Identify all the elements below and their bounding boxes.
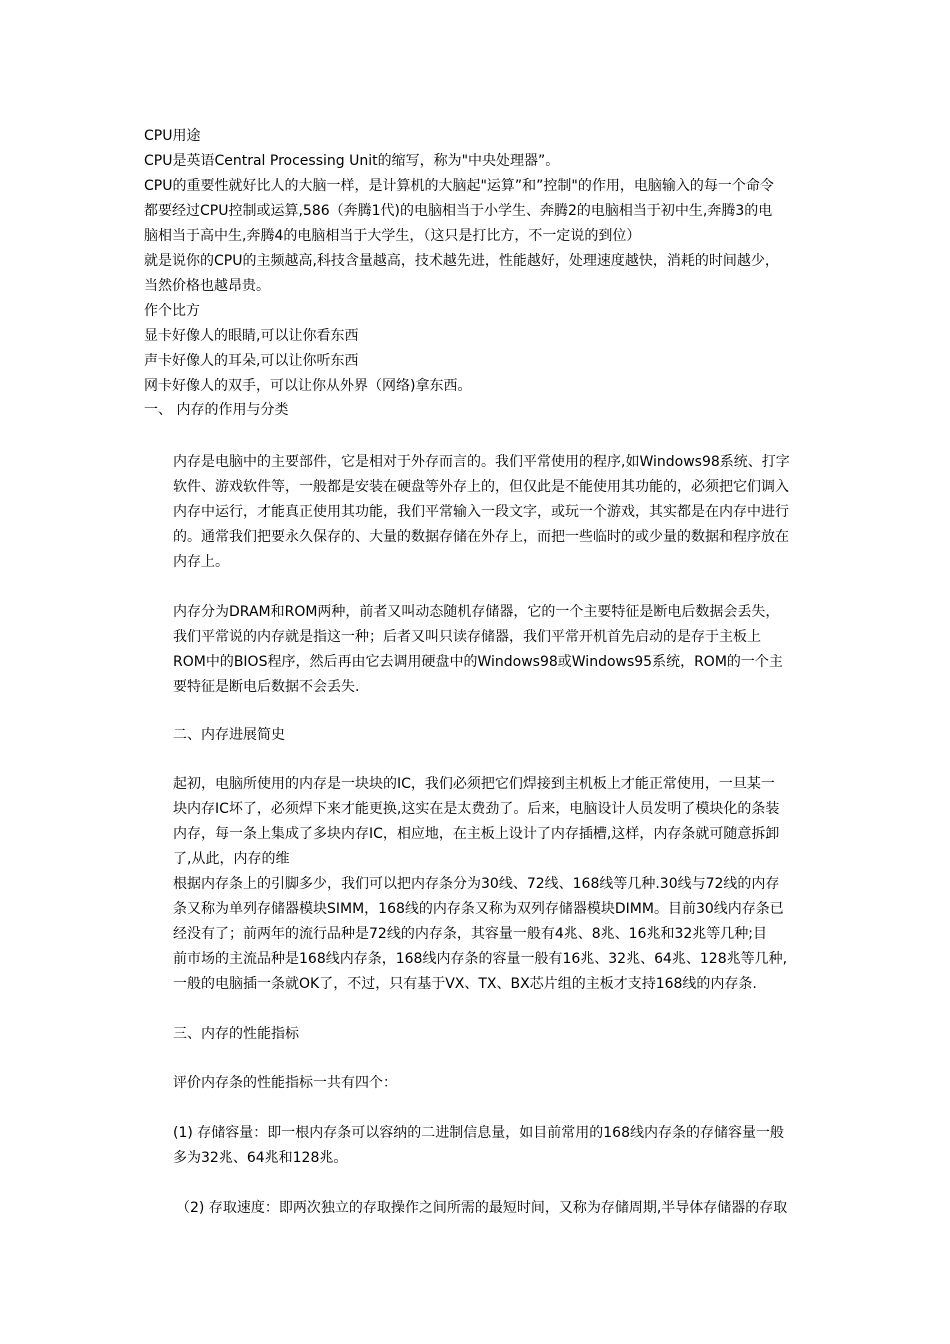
section-heading-2: 二、内存进展简史 (173, 727, 285, 743)
text-line: 我们平常说的内存就是指这一种；后者又叫只读存储器，我们平常开机首先启动的是存于主板上 (173, 629, 761, 645)
text-line: 内存上。 (173, 554, 229, 570)
section-heading-1: 一、 内存的作用与分类 (144, 402, 289, 418)
text-line: 前市场的主流品种是168线内存条，168线内存条的容量一般有16兆、32兆、64兆、128兆等几种, (173, 951, 788, 967)
text-line: ROM中的BIOS程序，然后再由它去调用硬盘中的Windows98或Windows95系统，ROM的一个主 (173, 654, 783, 670)
section-heading-3: 三、内存的性能指标 (173, 1026, 299, 1042)
text-line: CPU的重要性就好比人的大脑一样，是计算机的大脑起"运算”和”控制"的作用，电脑输入的每一个命令 (144, 178, 774, 194)
text-line: 经没有了；前两年的流行品种是72线的内存条，其容量一般有4兆、8兆、16兆和32兆等几种;目 (173, 926, 767, 942)
text-line: 一般的电脑插一条就OK了，不过，只有基于VX、TX、BX芯片组的主板才支持168线的内存条. (173, 976, 757, 992)
text-line: 了,从此，内存的维 (173, 851, 290, 867)
analogy-item: 声卡好像人的耳朵,可以让你听东西 (144, 353, 359, 369)
text-line: 都要经过CPU控制或运算,586（奔腾1代)的电脑相当于小学生、奔腾2的电脑相当于初中生,奔腾3的电 (144, 203, 773, 219)
list-item: 多为32兆、64兆和128兆。 (173, 1150, 348, 1166)
text-line: 条又称为单列存储器模块SIMM，168线的内存条又称为双列存储器模块DIMM。目前30线内存条已 (173, 901, 784, 917)
list-item: （2) 存取速度：即两次独立的存取操作之间所需的最短时间，又称为存储周期,半导体存储器的存取 (176, 1200, 788, 1216)
text-line: 内存，每一条上集成了多块内存IC，相应地，在主板上设计了内存插槽,这样，内存条就可随意拆卸 (173, 826, 780, 842)
text-line: 软件、游戏软件等，一般都是安装在硬盘等外存上的，但仅此是不能使用其功能的，必须把它们调入 (173, 479, 789, 495)
cpu-definition: CPU是英语Central Processing Unit的缩写，称为"中央处理器”。 (144, 153, 560, 169)
text-line: 内存是电脑中的主要部件，它是相对于外存而言的。我们平常使用的程序,如Windows98系统、打字 (173, 454, 790, 470)
cpu-heading: CPU用途 (144, 128, 201, 144)
analogy-item: 网卡好像人的双手，可以让你从外界（网络)拿东西。 (144, 378, 472, 394)
text-line: 脑相当于高中生,奔腾4的电脑相当于大学生，（这只是打比方，不一定说的到位） (144, 228, 641, 244)
text-line: 起初，电脑所使用的内存是一块块的IC，我们必须把它们焊接到主机板上才能正常使用，一旦某一 (173, 776, 775, 792)
analogy-heading: 作个比方 (144, 303, 200, 319)
text-line: 评价内存条的性能指标一共有四个： (173, 1075, 397, 1091)
text-line: 根据内存条上的引脚多少，我们可以把内存条分为30线、72线、168线等几种.30线与72线的内存 (173, 876, 780, 892)
text-line: 内存分为DRAM和ROM两种，前者又叫动态随机存储器，它的一个主要特征是断电后数据会丢失， (173, 604, 780, 620)
text-line: 要特征是断电后数据不会丢失. (173, 679, 360, 695)
text-line: 块内存IC坏了，必须焊下来才能更换,这实在是太费劲了。后来，电脑设计人员发明了模块化的条装 (173, 801, 780, 817)
text-line: 内存中运行，才能真正使用其功能，我们平常输入一段文字，或玩一个游戏，其实都是在内存中进行 (173, 504, 789, 520)
list-item: (1) 存储容量：即一根内存条可以容纳的二进制信息量，如目前常用的168线内存条的存储容量一般 (173, 1125, 785, 1141)
analogy-item: 显卡好像人的眼睛,可以让你看东西 (144, 328, 359, 344)
text-line: 的。通常我们把要永久保存的、大量的数据存储在外存上，而把一些临时的或少量的数据和程序放在 (173, 529, 789, 545)
text-line: 就是说你的CPU的主频越高,科技含量越高，技术越先进，性能越好，处理速度越快，消耗的时间越少， (144, 253, 779, 269)
text-line: 当然价格也越昂贵。 (144, 278, 270, 294)
